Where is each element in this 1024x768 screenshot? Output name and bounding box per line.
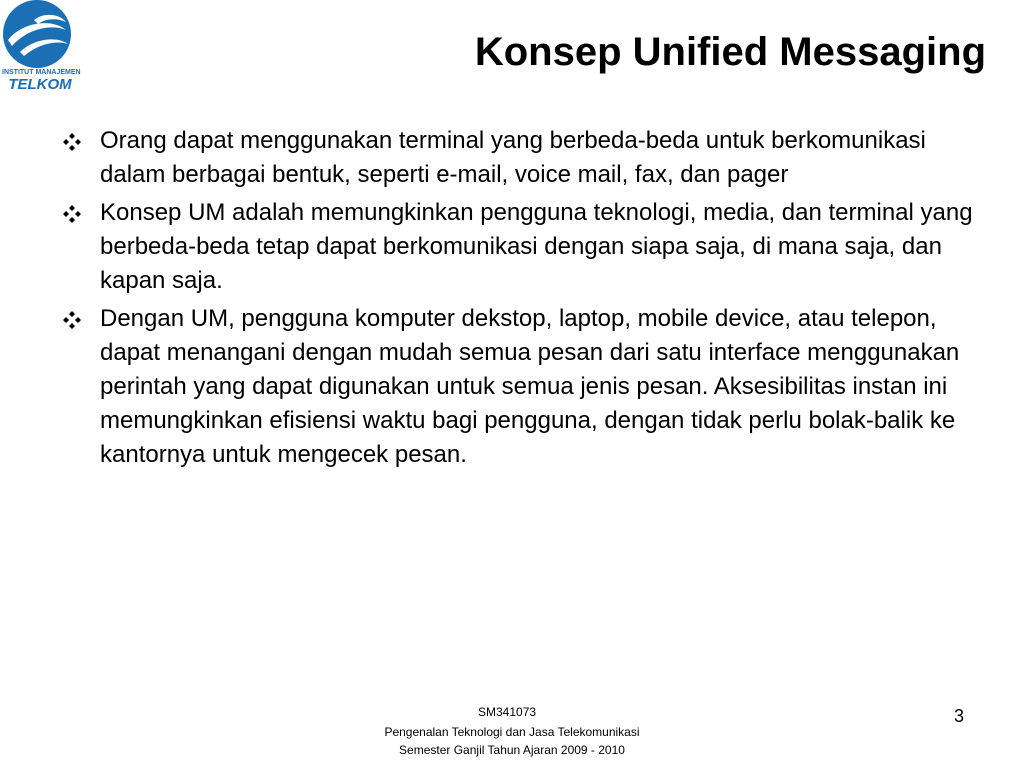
footer-semester: Semester Ganjil Tahun Ajaran 2009 - 2010 [399, 743, 625, 757]
page-number: 3 [953, 706, 964, 726]
footer-course-name: Pengenalan Teknologi dan Jasa Telekomunikasi [384, 725, 640, 739]
telkom-logo-icon [0, 0, 80, 72]
bullet-item [62, 196, 992, 298]
logo-subtitle: INSTITUT MANAJEMEN [2, 69, 81, 76]
bullet-item [62, 302, 992, 472]
footer [300, 705, 724, 759]
bullet-text: Konsep UM adalah memungkinkan pengguna teknologi, media, dan terminal yang berbeda-beda tetap dapat berkomunikasi dengan siapa saja, di mana saja, dan kapan saja. [100, 199, 973, 294]
four-diamond-bullet-icon [62, 132, 82, 152]
bullet-text: Orang dapat menggunakan terminal yang berbeda-beda untuk berkomunikasi dalam berbagai bentuk, seperti e-mail, voice mail, fax, dan pager [100, 127, 926, 188]
course-code: SM341073 [478, 705, 537, 719]
slide-title: Konsep Unified Messaging [474, 30, 986, 74]
institution-logo [0, 0, 80, 98]
four-diamond-bullet-icon [62, 204, 82, 224]
bullet-list [62, 124, 992, 476]
bullet-item [62, 124, 992, 192]
logo-name: TELKOM [8, 76, 72, 93]
bullet-text: Dengan UM, pengguna komputer dekstop, laptop, mobile device, atau telepon, dapat menangani dengan mudah semua pesan dari satu interface menggunakan perintah yang dapat digunakan untuk semua jenis pesan. Aksesibilitas instan ini memungkinkan efisiensi waktu bagi pengguna, dengan tidak perlu bolak-balik ke kantornya untuk mengecek pesan. [100, 305, 960, 468]
four-diamond-bullet-icon [62, 310, 82, 330]
